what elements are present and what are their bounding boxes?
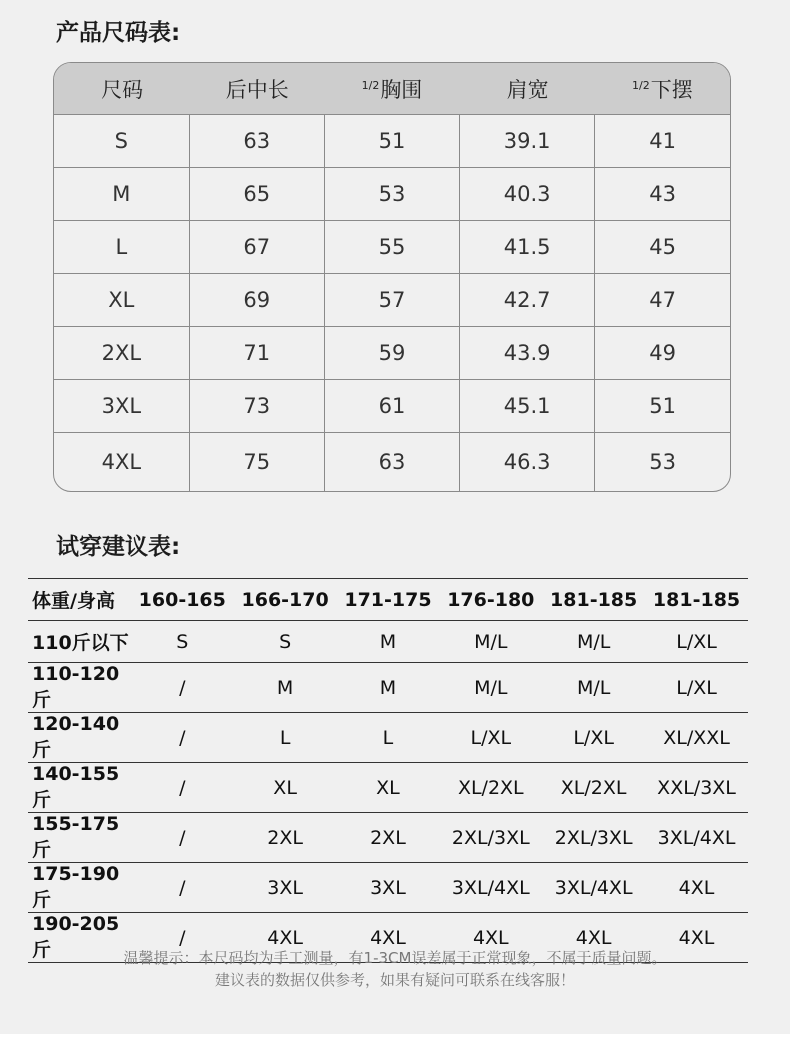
size-chart-table [53,62,731,492]
fit-guide-cell: L/XL [439,713,542,763]
fit-guide-cell: / [131,663,234,713]
size-chart-cell: 63 [324,433,459,492]
size-chart-cell: 71 [189,327,324,380]
size-chart-cell: 55 [324,221,459,274]
fit-guide-height-header: 166-170 [234,579,337,621]
size-chart-cell: M [54,168,189,221]
size-chart-cell: 41 [595,115,730,168]
size-chart-cell: 57 [324,274,459,327]
size-chart-header: 后中长 [189,63,324,115]
fit-guide-weight-label: 190-205斤 [28,913,131,963]
size-chart-cell: 69 [189,274,324,327]
fit-guide-cell: XL [337,763,440,813]
size-chart-cell: L [54,221,189,274]
size-chart-cell: 67 [189,221,324,274]
fit-guide-cell: M [234,663,337,713]
size-chart-cell: 45.1 [460,380,595,433]
size-chart-cell: 2XL [54,327,189,380]
size-chart-header: 尺码 [54,63,189,115]
size-chart-header: $^{1/2}$胸围 [324,63,459,115]
measurement-notice: 温馨提示：本尺码均为手工测量，有1-3CM误差属于正常现象，不属于质量问题。 [123,949,667,967]
reference-notice: 建议表的数据仅供参考，如果有疑问可联系在线客服！ [214,971,575,989]
fit-guide-height-header: 171-175 [337,579,440,621]
fit-guide-cell: 3XL [234,863,337,913]
size-chart-cell: S [54,115,189,168]
fit-guide-weight-label: 155-175斤 [28,813,131,863]
size-chart-cell: 3XL [54,380,189,433]
size-chart-row [54,115,730,168]
fit-guide-cell: 4XL [337,913,440,963]
fit-guide-corner-header: 体重/身高 [28,579,131,621]
size-chart-header: 肩宽 [460,63,595,115]
fit-guide-cell: 2XL/3XL [439,813,542,863]
fit-guide-cell: XL/2XL [542,763,645,813]
fit-guide-cell: S [234,621,337,663]
size-chart-row [54,274,730,327]
size-chart-cell: 39.1 [460,115,595,168]
size-chart-cell: 47 [595,274,730,327]
size-chart-cell: 43.9 [460,327,595,380]
bottom-strip [0,1034,790,1056]
fit-guide-cell: 4XL [645,863,748,913]
fit-guide-table [28,578,748,963]
fit-guide-height-header: 181-185 [645,579,748,621]
fit-guide-cell: L [234,713,337,763]
size-chart-cell: 43 [595,168,730,221]
fit-guide-weight-label: 110-120斤 [28,663,131,713]
size-chart-row [54,327,730,380]
size-chart-cell: 51 [595,380,730,433]
fit-guide-cell: XL/XXL [645,713,748,763]
size-chart-cell: 41.5 [460,221,595,274]
size-chart-cell: 73 [189,380,324,433]
fit-guide-cell: L/XL [645,621,748,663]
fit-guide-cell: 3XL/4XL [439,863,542,913]
fit-guide-row [28,763,748,813]
fit-guide-cell: XXL/3XL [645,763,748,813]
fit-guide-height-header: 176-180 [439,579,542,621]
fit-guide-cell: 2XL [234,813,337,863]
fit-guide-row [28,813,748,863]
fit-guide-cell: / [131,713,234,763]
size-chart-header: $^{1/2}$下摆 [595,63,730,115]
size-chart-cell: 53 [324,168,459,221]
fit-guide-cell: 4XL [439,913,542,963]
size-chart-cell: 61 [324,380,459,433]
fit-guide-cell: XL/2XL [439,763,542,813]
fit-guide-cell: 3XL/4XL [542,863,645,913]
fit-guide-cell: M/L [439,663,542,713]
fit-guide-cell: 2XL/3XL [542,813,645,863]
fit-guide-cell: L/XL [542,713,645,763]
fit-guide-height-header: 181-185 [542,579,645,621]
fit-guide-cell: 4XL [234,913,337,963]
fit-guide-title: 试穿建议表: [56,534,181,560]
fit-guide-cell: XL [234,763,337,813]
fit-guide-cell: 4XL [645,913,748,963]
fit-guide-cell: M [337,621,440,663]
fit-guide-cell: M/L [542,621,645,663]
size-chart-cell: 75 [189,433,324,492]
fit-guide-cell: / [131,863,234,913]
fit-guide-row [28,663,748,713]
size-chart-cell: 63 [189,115,324,168]
fit-guide-cell: L/XL [645,663,748,713]
fit-guide-row [28,713,748,763]
fit-guide-weight-label: 120-140斤 [28,713,131,763]
size-chart-header-row [54,63,730,115]
fit-guide-header-row [28,579,748,621]
size-chart-row [54,168,730,221]
fit-guide-weight-label: 110斤以下 [28,621,131,663]
fit-guide-cell: 2XL [337,813,440,863]
size-chart-cell: 51 [324,115,459,168]
fit-guide-cell: S [131,621,234,663]
fit-guide-cell: M/L [542,663,645,713]
size-chart-cell: 40.3 [460,168,595,221]
fit-guide-cell: / [131,763,234,813]
fit-guide-cell: / [131,813,234,863]
size-chart-row [54,380,730,433]
size-chart-row [54,221,730,274]
fit-guide-cell: 3XL [337,863,440,913]
size-chart-cell: 59 [324,327,459,380]
fit-guide-height-header: 160-165 [131,579,234,621]
fit-guide-row [28,863,748,913]
size-chart-cell: 45 [595,221,730,274]
size-chart-cell: 65 [189,168,324,221]
size-chart-cell: XL [54,274,189,327]
size-chart-cell: 49 [595,327,730,380]
fit-guide-cell: M/L [439,621,542,663]
size-chart-cell: 53 [595,433,730,492]
fit-guide-cell: 4XL [542,913,645,963]
size-chart-title: 产品尺码表: [56,20,181,46]
fit-guide-weight-label: 140-155斤 [28,763,131,813]
fit-guide-cell: L [337,713,440,763]
fit-guide-cell: / [131,913,234,963]
fit-guide-cell: 3XL/4XL [645,813,748,863]
fit-guide-cell: M [337,663,440,713]
fit-guide-row [28,621,748,663]
size-chart-cell: 4XL [54,433,189,492]
size-chart-cell: 42.7 [460,274,595,327]
size-chart-row [54,433,730,492]
fit-guide-weight-label: 175-190斤 [28,863,131,913]
size-chart-cell: 46.3 [460,433,595,492]
